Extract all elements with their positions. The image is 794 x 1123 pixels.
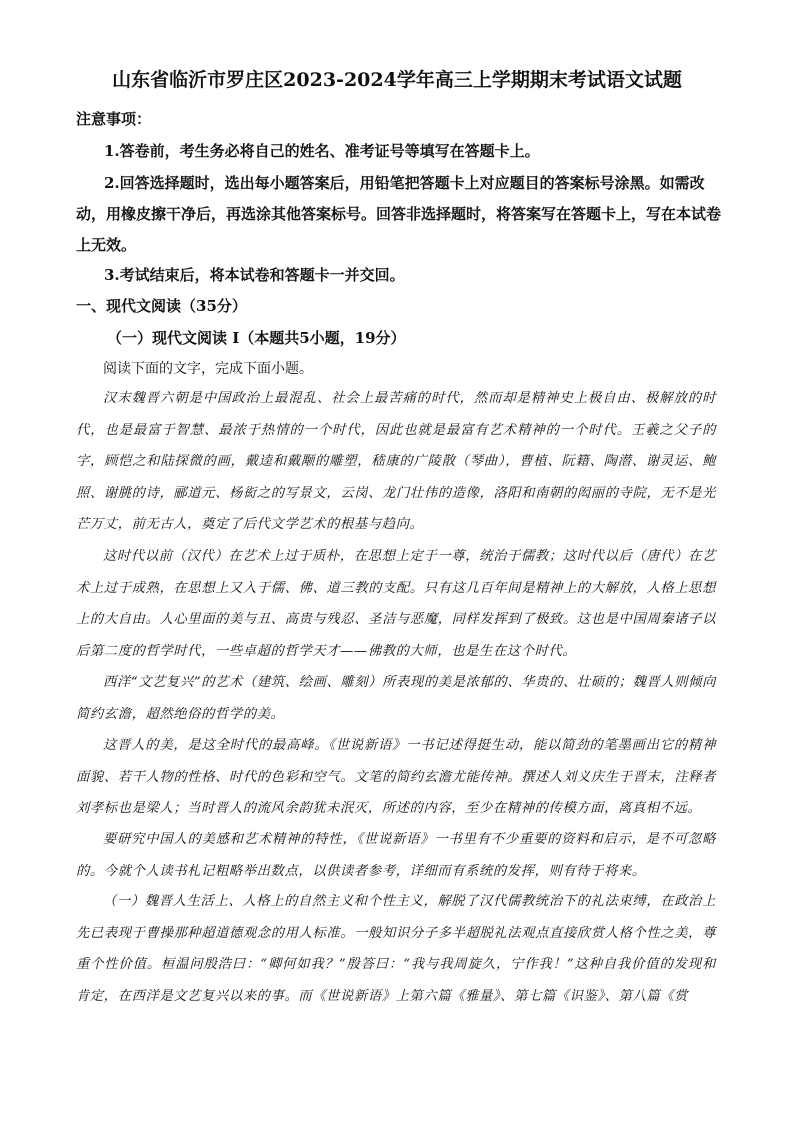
document-title: 山东省临沂市罗庄区2023-2024学年高三上学期期末考试语文试题: [112, 69, 682, 91]
passage-paragraph-2: 这时代以前（汉代）在艺术上过于质朴，在思想上定于一尊，统治于儒教；这时代以后（唐代）在艺术上过于成熟，在思想上又入于儒、佛、道三教的支配。只有这几百年间是精神上的大解放，人格上思想上的大自由。人心里面的美与丑、高贵与残忍、圣洁与恶魔，同样发挥到了极致。这也是中国周秦诸子以后第二度的哲学时代，一些卓超的哲学天才——佛教的大师，也是生在这个时代。: [76, 549, 716, 659]
notice-item-2: 2.回答选择题时，选出每小题答案后，用铅笔把答题卡上对应题目的答案标号涂黑。如需改动，用橡皮擦干净后，再选涂其他答案标号。回答非选择题时，将答案写在答题卡上，写在本试卷上无效。: [76, 174, 722, 254]
passage-paragraph-4: 这晋人的美，是这全时代的最高峰。《世说新语》一书记述得挺生动，能以简劲的笔墨画出它的精神面貌、若干人物的性格、时代的色彩和空气。文笔的简约玄澹尤能传神。撰述人刘义庆生于晋末，注释者刘孝标也是梁人；当时晋人的流风余韵犹未泯灭，所述的内容，至少在精神的传模方面，离真相不远。: [76, 738, 716, 816]
notice-item-1: 1.答卷前，考生务必将自己的姓名、准考证号等填写在答题卡上。: [104, 142, 540, 160]
notice-item-3: 3.考试结束后，将本试卷和答题卡一并交回。: [104, 266, 405, 284]
passage-paragraph-1: 汉末魏晋六朝是中国政治上最混乱、社会上最苦痛的时代，然而却是精神史上极自由、极解放的时代，也是最富于智慧、最浓于热情的一个时代，因此也就是最富有艺术精神的一个时代。王羲之父子的字，顾恺之和陆探微的画，戴逵和戴颙的雕塑，嵇康的广陵散（琴曲），曹植、阮籍、陶潜、谢灵运、鲍照、谢朓的诗，郦道元、杨衒之的写景文，云岗、龙门壮伟的造像，洛阳和南朝的闳丽的寺院，无不是光芒万丈，前无古人，奠定了后代文学艺术的根基与趋向。: [76, 391, 716, 532]
reading-instruction: 阅读下面的文字，完成下面小题。: [103, 361, 313, 377]
notice-heading: 注意事项：: [76, 110, 152, 128]
passage-paragraph-3: 西洋“文艺复兴”的艺术（建筑、绘画、雕刻）所表现的美是浓郁的、华贵的、壮硕的；魏晋人则倾向简约玄澹，超然绝俗的哲学的美。: [76, 675, 716, 722]
passage-paragraph-5: 要研究中国人的美感和艺术精神的特性，《世说新语》一书里有不少重要的资料和启示，是不可忽略的。今就个人读书札记粗略举出数点，以供读者参考，详细而有系统的发挥，则有待于将来。: [76, 832, 716, 879]
passage-paragraph-6: （一）魏晋人生活上、人格上的自然主义和个性主义，解脱了汉代儒教统治下的礼法束缚，在政治上先已表现于曹操那种超道德观念的用人标准。一般知识分子多半超脱礼法观点直接欣赏人格个性之美，尊重个性价值。桓温问殷浩曰：“卿何如我？”殷答曰：“我与我周旋久，宁作我！”这种自我价值的发现和肯定，在西洋是文艺复兴以来的事。而《世说新语》上第六篇《雅量》、第七篇《识鉴》、第八篇《赏: [76, 894, 716, 1004]
section-title: 一、现代文阅读（35分）: [76, 297, 247, 315]
subsection-title: （一）现代文阅读 I（本题共5小题，19分）: [107, 329, 406, 347]
